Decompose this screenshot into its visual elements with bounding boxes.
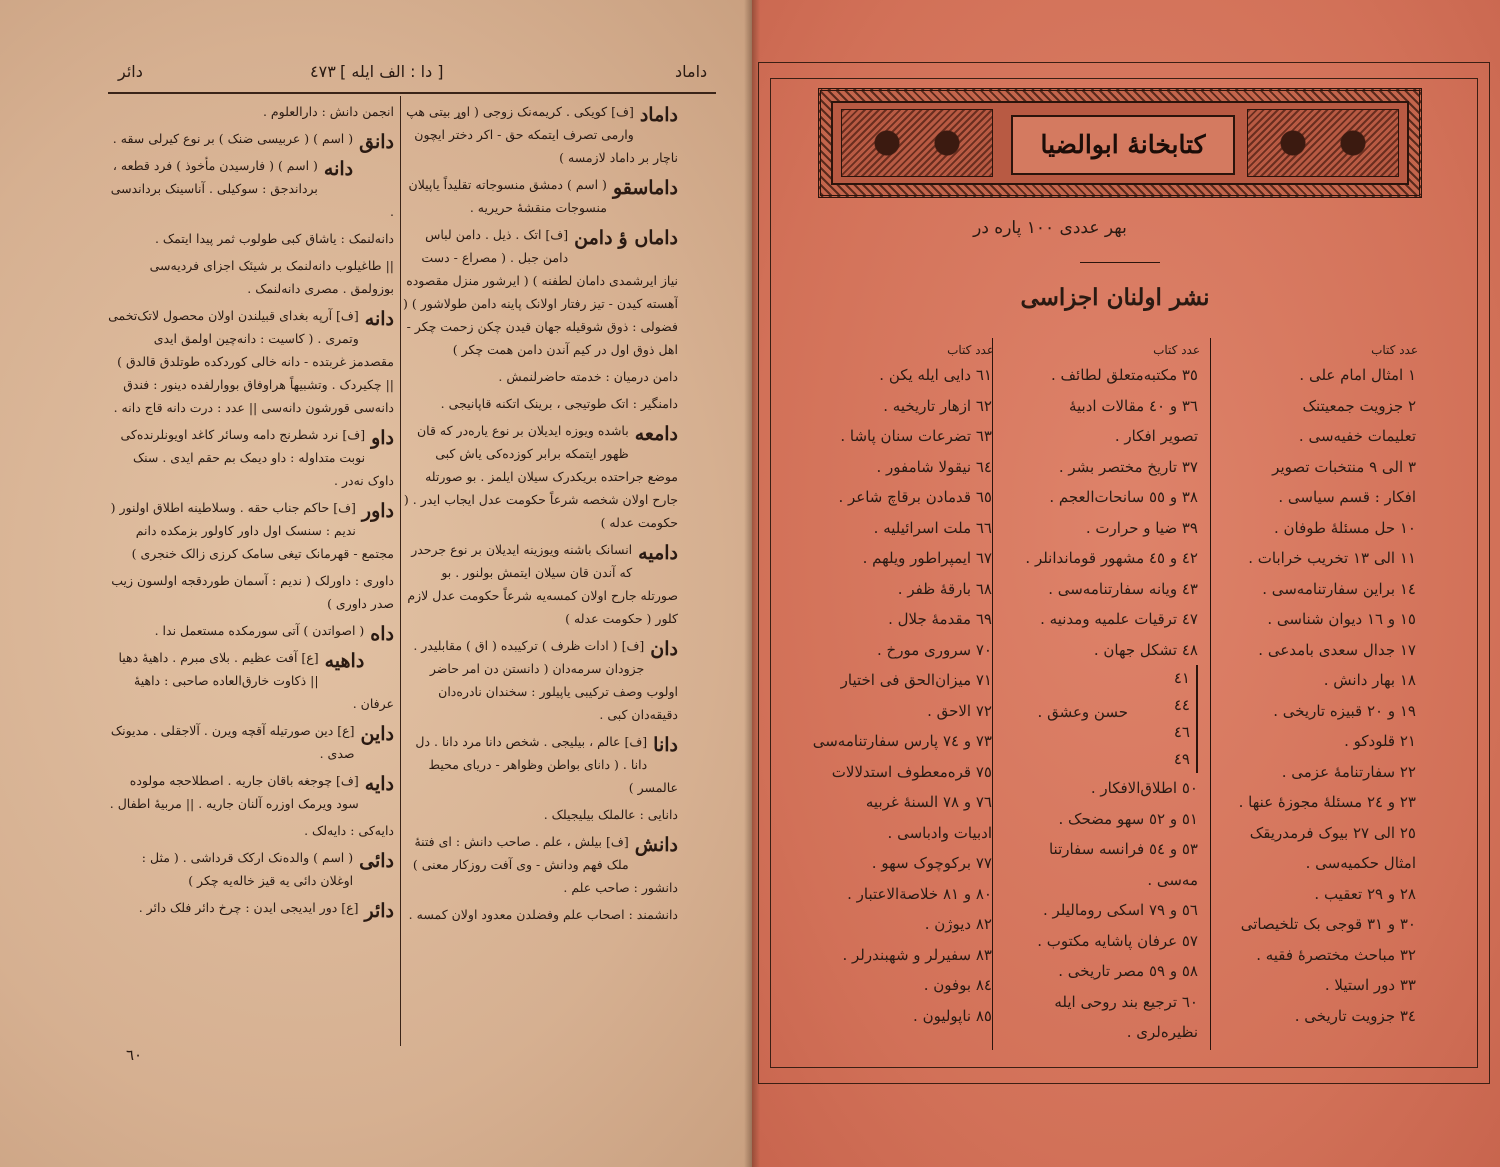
entry-definition: باشده ویوزه ایدیلان بر نوع یاره‌در که قان ظهور ایتمکه برابر کوزده‌کی یاش کبی موضع جراحتده بریکدرک سیلان ایلمز . بو صورتله جارح اولان شخصه شرعاً حکومت عدل ایجاب ایدر . ( حکومت عدله ) xyxy=(403,423,678,530)
catalog-item: ٧٣ و ٧٤ پارس سفارتنامه‌سی xyxy=(812,732,992,750)
dictionary-entry xyxy=(402,223,678,361)
bracketed-volume-group xyxy=(990,665,1198,773)
entry-headword: دامعه xyxy=(634,423,678,445)
catalog-item: ١٨ بهار دانش . xyxy=(1323,671,1416,689)
entry-definition: [ع] دور ایدیجی‌ ایدن : چرخ دائر‌ فلک دائر . xyxy=(138,900,359,915)
entry-headword: دائی xyxy=(359,850,394,872)
catalog-item: ٥١ و ٥٢ سهو مضحک . xyxy=(1058,809,1198,828)
catalog-item: ٣٢ مباحث مختصرهٔ فقیه . xyxy=(1256,945,1416,964)
dictionary-entry xyxy=(108,100,394,123)
header-rule xyxy=(108,92,716,94)
entry-headword: دانش xyxy=(634,834,678,856)
catalog-item: ٣٤ جزویت تاریخی . xyxy=(1294,1006,1416,1025)
entry-headword: داور xyxy=(361,500,394,522)
catalog-item: ٨٠ و ٨١ خلاصة‌الاعتبار . xyxy=(847,884,992,903)
bracket-number: ٤٦ xyxy=(1173,723,1190,741)
catalog-item: ٢ جزویت جمعیتنک xyxy=(1302,396,1416,415)
section-heading: نشر اولنان اجزاسی xyxy=(1020,284,1210,311)
entry-definition: [ف] چوجغه باقان جاریه . اصطلاحجه مولوده سود ویرمک اوزره آلنان جاریه . || مربیهٔ اطفال . xyxy=(109,773,359,811)
dictionary-entry xyxy=(402,634,678,726)
catalog-item: ٤٧ ترقیات علمیه ومدنیه . xyxy=(1040,610,1198,628)
floral-ornament-icon xyxy=(1247,109,1399,177)
catalog-item: ٦٦ ملت اسرائیلیه . xyxy=(873,518,992,537)
dictionary-entry xyxy=(402,173,678,219)
entry-headword: دایه xyxy=(364,773,394,795)
catalog-item: ٨٣ سفیرلر و شهبندرلر . xyxy=(842,945,992,964)
catalog-item: ٧٦ و ٧٨ السنهٔ غربیه xyxy=(865,793,992,811)
catalog-item: مه‌سی . xyxy=(1147,870,1198,889)
dictionary-entry xyxy=(108,154,394,223)
entry-definition: [ع] آفت عظیم . بلای مبرم . داهیهٔ دهیا || ذکاوت خارق‌العاده صاحبی : داهیهٔ عرفان . xyxy=(118,650,394,711)
entry-definition: دامن درمیان : خدمته حاضرلنمش . xyxy=(498,369,678,384)
catalog-item: ٢٣ و ٢٤ مسئلهٔ مجوزهٔ عنها . xyxy=(1238,793,1416,811)
dictionary-column-right xyxy=(402,100,678,1040)
dictionary-entry xyxy=(108,719,394,765)
dictionary-entry xyxy=(108,304,394,419)
price-line: بهر عددی ١٠٠ پاره در xyxy=(973,218,1127,238)
catalog-item: ٤٢ و ٤٥ مشهور قوماندانلر . xyxy=(1025,549,1198,567)
header-guide-word-right: داماد xyxy=(675,62,708,81)
catalog-item: ٦٨ بارقهٔ ظفر . xyxy=(897,579,992,598)
catalog-item: ٧٥ قره‌معطوف استدلالات xyxy=(831,762,992,781)
entry-definition: انجمن دانش : دارالعلوم . xyxy=(262,104,394,119)
entry-definition: [ف] عالم ، بیلیجی . شخص دانا‌ مرد دانا . دل دانا . ( دانای بواطن وظواهر - دریای محیط عالمسر ) xyxy=(415,734,678,795)
entry-headword: داماد xyxy=(639,104,678,126)
entry-definition: دامنگیر : اتک طوتیجی ، برینک اتکنه قاپانیجی . xyxy=(440,396,678,411)
catalog-item: ٢٨ و ٢٩ تعقیب . xyxy=(1314,884,1416,903)
catalog-item: ١ امثال امام علی . xyxy=(1299,366,1416,384)
entry-definition: ( اسم ) ( فارسیدن مأخوذ ) فرد قطعه‌ ، برداندجق : سوکیلی . آناسینک برداندسی . xyxy=(110,158,394,219)
bracket-number: ٤٩ xyxy=(1173,750,1190,768)
catalog-item: ٢٥ الی ٢٧ بیوک فرمدریقک xyxy=(1249,823,1416,842)
entry-definition: ( اسم ) دمشق منسوجاته تقلیداً یاپیلان منسوجات منقشهٔ حریریه . xyxy=(408,177,607,215)
catalog-item: ١٤ براین سفارتنامه‌سی . xyxy=(1262,579,1416,598)
catalog-item: ٨٢ دیوژن . xyxy=(924,915,992,933)
catalog-item: ٧٢ الاحق . xyxy=(927,701,992,720)
entry-headword: داه xyxy=(370,623,394,645)
catalog-item: ٥٨ و ٥٩ مصر تاریخی . xyxy=(1058,962,1198,980)
catalog-item: ١٥ و ١٦ دیوان شناسی . xyxy=(1267,610,1416,628)
dictionary-entry xyxy=(108,619,394,645)
catalog-item: ٧٠ سروری مورخ . xyxy=(877,640,992,659)
catalog-item: ٦٣ تضرعات سنان پاشا . xyxy=(840,427,992,445)
short-rule xyxy=(1080,262,1160,263)
entry-definition: ( اصواتدن ) آتی سورمکده مستعمل ندا . xyxy=(154,623,365,638)
catalog-item: ٦٩ مقدمهٔ جلال . xyxy=(888,610,992,628)
entry-definition: [ف] ( ادات ظرف ) ترکیبده ( اق ) مقابلیدر . جزودان‌ سرمه‌دان ( دانستن دن امر حاضر اولوب وصف ترکیبی یاپیلور : سخندان‌ نادره‌دان‌ دقیقه‌دان کبی . xyxy=(413,638,678,722)
entry-headword: داهیه xyxy=(324,650,365,672)
entry-definition: دانه‌لنمک : یاشاق کبی طولوب ثمر پیدا ایتمک . xyxy=(154,231,394,246)
catalog-column-2 xyxy=(990,340,1204,1052)
dictionary-entry xyxy=(402,730,678,799)
entry-definition: انسانک باشنه ویوزینه ایدیلان بر نوع جرحدر که آندن قان سیلان ایتمش بولنور . بو صورتله جارح اولان کمسه‌یه شرعاً حکومت عدل لازم کلور ( حکومت عدله ) xyxy=(407,542,678,626)
header-section-title: [ دا : الف ایله ] xyxy=(340,62,444,81)
catalog-item: ٦٥ قدمادن برقاچ شاعر . xyxy=(838,488,992,506)
catalog-item: ٣٣ دور استیلا . xyxy=(1324,976,1416,994)
entry-headword: دانه xyxy=(364,308,394,330)
catalog-item: ٦٧ ایمپراطور ویلهم . xyxy=(862,549,992,567)
catalog-item: ٦٤ نیقولا شامفور . xyxy=(876,457,992,476)
entry-definition: دانایی : عالملک بیلیجیلک . xyxy=(543,807,678,822)
catalog-item: ٣٧ تاریخ مختصر بشر . xyxy=(1058,457,1198,476)
catalog-item: امثال حکمیه‌سی . xyxy=(1305,854,1416,872)
dictionary-entry xyxy=(402,803,678,826)
catalog-column-header: عدد کتاب xyxy=(947,343,994,357)
dictionary-entry xyxy=(108,254,394,300)
entry-definition: || طاغیلوب دانه‌لنمک بر شیئک اجزای فردیه‌سی بوزولمق . مصری دانه‌لنمک . xyxy=(149,258,394,296)
header-page-number: ٤٧٣ xyxy=(310,62,336,81)
dictionary-column-left xyxy=(108,100,394,1040)
catalog-item: افکار : قسم سیاسی . xyxy=(1278,488,1416,506)
dictionary-entry xyxy=(108,569,394,615)
catalog-item: ١٠ حل مسئلهٔ طوفان . xyxy=(1274,518,1416,537)
catalog-item: تصویر افکار . xyxy=(1114,427,1198,445)
catalog-item: ٨٤ بوفون . xyxy=(923,976,992,994)
bracket-number: ٤٤ xyxy=(1173,696,1190,714)
entry-definition: [ع] دین صورتیله آقچه ویرن . آلاجقلی . مدیونک صدی . xyxy=(110,723,355,761)
catalog-item: ٥٠ اطلاق‌الافکار . xyxy=(1090,779,1198,797)
entry-definition: [ف] آرپه‌ بغدای قبیلندن اولان محصول لاتک‌تخمی وتمری . ( کاسیت : دانه‌چین اولمق ایدی مقصدمز غربتده - دانه خالی کوردکده طوتلدق قالدق ) || چکیردک . وتشبیهاً هراوفاق بووارلفده دینور : فندق دانه‌سی‌ قورشون دانه‌سی || عدد : درت دانه‌ قاج دانه . xyxy=(108,308,394,415)
catalog-item: ٣٥ مکتبه‌متعلق لطائف . xyxy=(1050,366,1198,384)
entry-headword: دامن xyxy=(574,227,613,249)
entry-definition: داوری : داورلک ( ندیم : آسمان طوردقجه اولسون زیب صدر داوری ) xyxy=(111,573,394,611)
catalog-item: نظیره‌لری . xyxy=(1126,1023,1198,1041)
catalog-item: ٦٠ ترجیع بند روحی ایله xyxy=(1054,992,1198,1011)
entry-definition: دانشمند : اصحاب علم وفضلدن معدود اولان کمسه . xyxy=(408,907,678,922)
dictionary-entry xyxy=(108,846,394,892)
catalog-item: ادبیات وادباسی . xyxy=(887,823,992,842)
ornamental-banner xyxy=(818,88,1422,198)
catalog-column-header: عدد کتاب xyxy=(1371,343,1418,357)
floral-ornament-icon xyxy=(841,109,993,177)
entry-definition: ( اسم ) والده‌نک ارکک قرداشی . ( مثل : اوغلان دائی یه قیز خاله‌یه چکر ) xyxy=(141,850,354,888)
entry-definition: [ف] اتک . ذیل . دامن لباس‌ دامن جبل . ( مصراع - دست نیاز ایرشمدی دامان لطفنه ) ( ایرشور منزل مقصوده آهسته کیدن - تیز رفتار اولانک پاینه دامن طولاشور ) ( فضولی : ذوق شوقیله جهان قیدن چکن زحمت چکر - اهل ذوق اول در کیم آندن دامن همت چکر ) xyxy=(403,227,678,357)
dictionary-entry xyxy=(108,423,394,492)
entry-headword: داین xyxy=(360,723,394,745)
dictionary-entry xyxy=(402,392,678,415)
entry-headword: داماسقو xyxy=(612,177,678,199)
entry-definition: [ف] کویکی . کریمه‌نک زوجی ( اوړ بیتی هپ وارمی تصرف ایتمکه حق - اکر دختر ایچون ناچار بر داماد لازمسه ) xyxy=(406,104,678,165)
entry-definition: ( اسم ) ( عربیسی ضنک ) بر نوع کیرلی سقه . xyxy=(112,131,354,146)
dictionary-entry xyxy=(402,903,678,926)
entry-definition: [ف] نرد‌ شطرنج‌ دامه وسائر کاغد اویونلرنده‌کی نوبت متداوله : داو دیمک بم حقم ایدی . سنک داوک نه‌در . xyxy=(120,427,394,488)
catalog-item: ٥٣ و ٥٤ فرانسه سفارتنا xyxy=(1048,840,1198,858)
catalog-item: ٦٢ ازهار تاریخیه . xyxy=(883,396,992,415)
dictionary-entry xyxy=(402,538,678,630)
catalog-item: ١١ الی ١٣ تخریب خرابات . xyxy=(1248,549,1416,567)
dictionary-entry xyxy=(108,496,394,565)
catalog-item: ٣٠ و ٣١ قوجی بک تلخیصاتی xyxy=(1240,915,1416,933)
catalog-item: ٥٧ عرفان پاشایه مکتوب . xyxy=(1037,931,1198,950)
bracket-label: حسن وعشق . xyxy=(1037,703,1128,721)
catalog-item: ١٧ جدال سعدی بامدعی . xyxy=(1258,640,1416,659)
catalog-item: ٣٨ و ٥٥ سانحات‌العجم . xyxy=(1049,488,1198,506)
bracket-number: ٤١ xyxy=(1173,669,1190,687)
dictionary-entry xyxy=(108,227,394,250)
catalog-item: ٨٥ ناپولیون . xyxy=(913,1006,992,1025)
banner-title: کتابخانهٔ ابوالضیا xyxy=(1011,115,1235,175)
entry-headword: داو xyxy=(371,427,394,449)
dictionary-entry xyxy=(402,830,678,899)
entry-headword: داماں ؤ xyxy=(618,227,678,249)
entry-headword: دانه xyxy=(323,158,354,180)
catalog-item: ٧٧ برکوچوک سهو . xyxy=(871,854,992,872)
catalog-item: ١٩ و ٢٠ قبیزه تاریخی . xyxy=(1273,701,1416,720)
catalog-column-3 xyxy=(784,340,998,1052)
entry-definition: [ف] بیلش ، علم . صاحب دانش : ای فتنهٔ ملک فهم ودانش - وی آفت روزکار معنی ) دانشور : صاحب علم . xyxy=(412,834,678,895)
footer-page-number: ٦٠ xyxy=(126,1046,143,1064)
entry-definition: دایه‌کی : دایه‌لک . xyxy=(304,823,394,838)
catalog-item: ٦١ دایی ایله یکن . xyxy=(879,366,992,384)
column-divider xyxy=(400,96,401,1046)
dictionary-entry xyxy=(108,896,394,922)
dictionary-entry xyxy=(402,419,678,534)
catalog-item: ٥٦ و ٧٩ اسکی رومالیلر . xyxy=(1042,901,1198,919)
entry-definition: [ف] حاکم‌ جناب حقه . وسلاطینه اطلاق اولنور ( ندیم : سنسک اول داور کاولور بزمکده دانم مجتمع - قهرمانک تیغی سامک کرزی‌ زالک خنجری ) xyxy=(110,500,394,561)
dictionary-entry xyxy=(108,769,394,815)
catalog-column-1 xyxy=(1208,340,1422,1052)
catalog-item: ٤٣ ویانه سفارتنامه‌سی . xyxy=(1048,579,1198,598)
catalog-item: ٣٦ و ٤٠ مقالات ادبیهٔ xyxy=(1068,396,1198,415)
header-guide-word-left: دائر xyxy=(118,62,143,81)
entry-headword: دائر xyxy=(364,900,394,922)
catalog-item: ٧١ میزان‌الحق فی اختیار xyxy=(840,671,992,689)
entry-headword: دانا xyxy=(653,734,678,756)
catalog-item: ٢١ قلودکو . xyxy=(1344,732,1416,750)
dictionary-entry xyxy=(108,819,394,842)
page-header xyxy=(100,62,720,90)
banner-panel xyxy=(831,101,1409,185)
entry-headword: دان xyxy=(650,638,678,660)
entry-headword: دامیه xyxy=(638,542,678,564)
dictionary-entry xyxy=(402,365,678,388)
catalog-item: ٣٩ ضیا و حرارت . xyxy=(1085,518,1198,537)
dictionary-entry xyxy=(108,127,394,153)
bracket-numbers xyxy=(1150,665,1198,773)
catalog-item: تعلیمات خفیه‌سی . xyxy=(1298,427,1416,445)
catalog-item: ٢٢ سفارتنامهٔ عزمی . xyxy=(1281,762,1416,781)
entry-headword: دانق xyxy=(359,131,394,153)
catalog-item: ٣ الی ٩ منتخبات تصویر xyxy=(1272,457,1416,476)
dictionary-entry xyxy=(402,100,678,169)
dictionary-entry xyxy=(108,646,394,715)
catalog-item: ٤٨ تشکل جهان . xyxy=(1093,640,1198,659)
catalog-column-header: عدد کتاب xyxy=(1153,343,1200,357)
